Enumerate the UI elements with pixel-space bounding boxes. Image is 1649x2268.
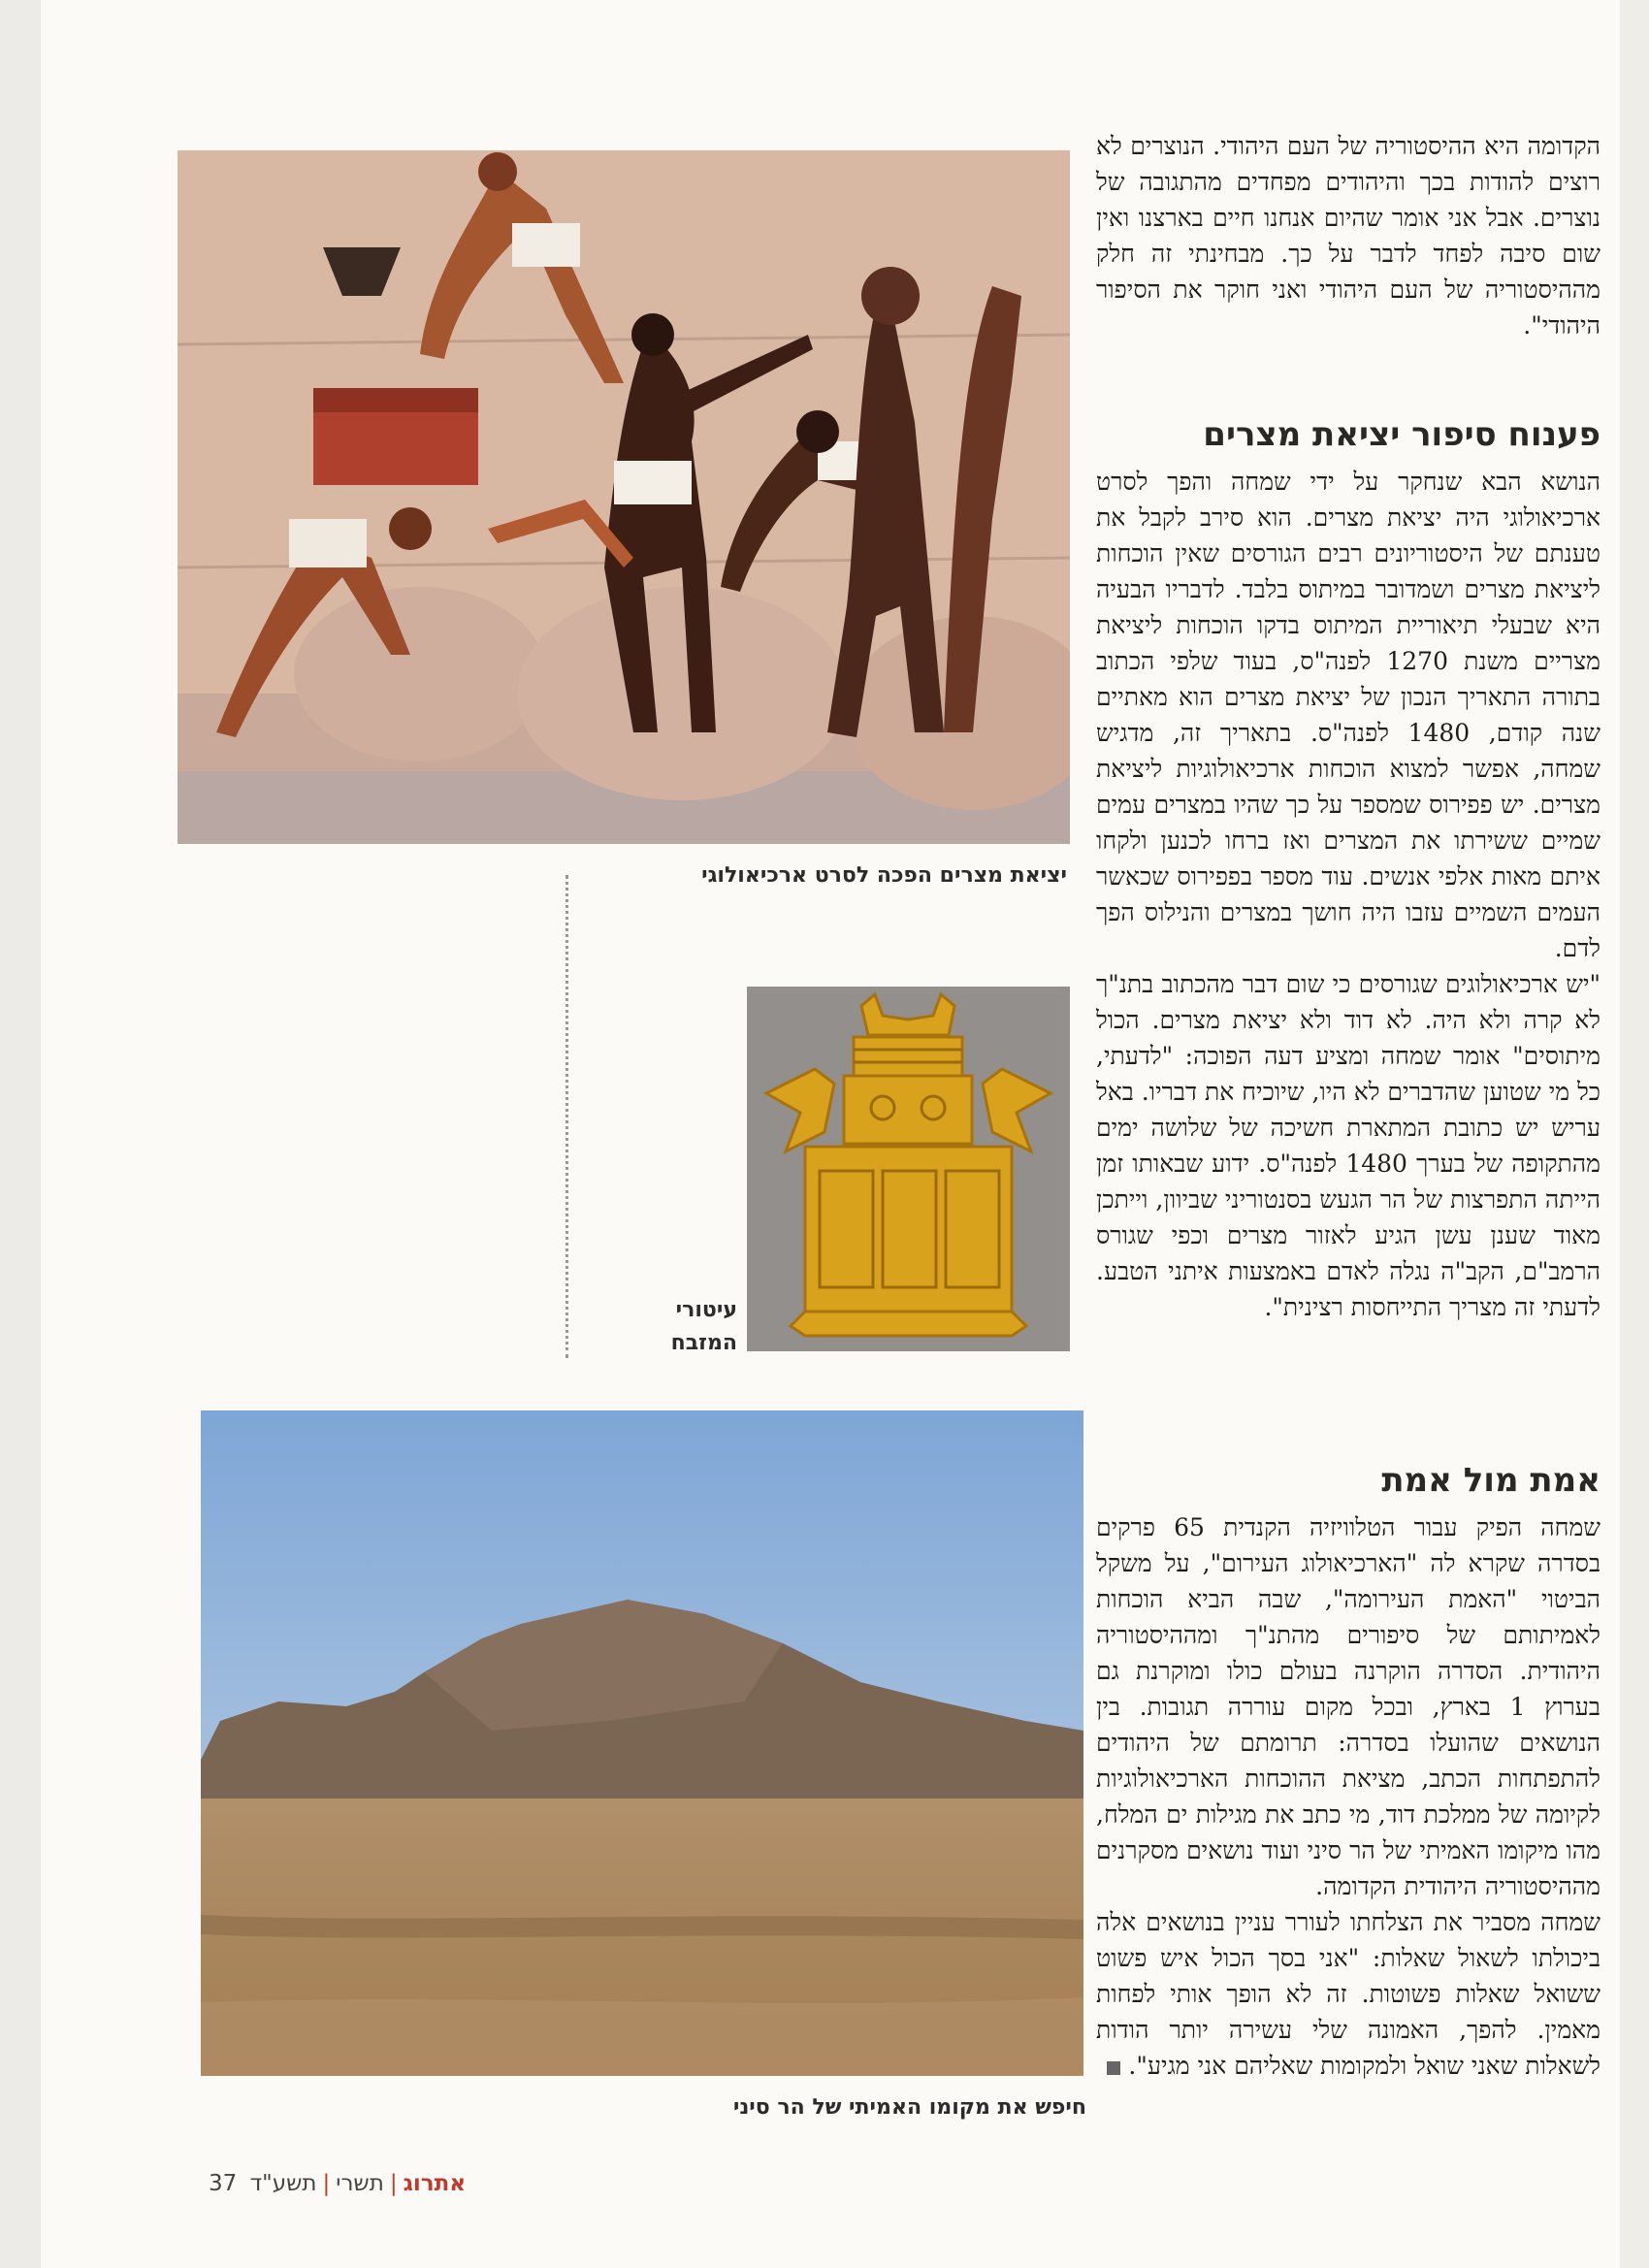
section-heading-truth: אמת מול אמת bbox=[1381, 1461, 1600, 1500]
section-truth-paragraph-2-text: שמחה מסביר את הצלחתו לעורר עניין בנושאים אלה ביכולתו לשאול שאלות: "אני בסך הכול איש פשוט ששואל שאלות פשוטות. זה לא הופך אותי לפחות מאמין. להפך, האמונה שלי עשירה יותר הודות לשאלות שאני שואל ולמקומות שאליהם אני מגיע". bbox=[1096, 1908, 1600, 2080]
end-of-article-square-icon bbox=[1107, 2061, 1120, 2075]
page-footer bbox=[209, 2171, 519, 2196]
gold-ornament-caption bbox=[592, 1294, 737, 1360]
section-exodus-body bbox=[1096, 464, 1600, 1325]
gold-caption-line-1: עיטורי bbox=[675, 1298, 737, 1322]
mural-caption: יציאת מצרים הפכה לסרט ארכיאולוגי bbox=[701, 863, 1067, 888]
section-truth-body bbox=[1096, 1509, 1600, 2084]
gold-altar-ornament-photo bbox=[747, 987, 1070, 1351]
section-truth-paragraph-1: שמחה הפיק עבור הטלוויזיה הקנדית 65 פרקים בסדרה שקרא לה "הארכיאולוג העירום", על משקל הביטוי "האמת העירומה", שבה הביא הוכחות לאמיתותם של סיפורים מהתנ"ך ומההיסטוריה היהודית. הסדרה הוקרנה בעולם כולו ומוקרנת גם בערוץ 1 בארץ, ובכל מקום עוררה תגובות. בין הנושאים שהועלו בסדרה: תרומתם של היהודים להתפתחות הכתב, מציאת ההוכחות הארכיאולוגיות לקיומה של ממלכת דוד, מי כתב את מגילות ים המלח, מהו מיקומו האמיתי של הר סיני ועוד נושאים מסקרנים מההיסטוריה היהודית הקדומה. bbox=[1096, 1513, 1600, 1900]
intro-paragraph-block bbox=[1096, 128, 1600, 343]
gold-caption-line-2: המזבח bbox=[670, 1331, 737, 1355]
footer-year: תשע"ד bbox=[249, 2171, 317, 2196]
page-number: 37 bbox=[209, 2171, 238, 2196]
section-exodus-paragraph-1: הנושא הבא שנחקר על ידי שמחה והפך לסרט ארכיאולוגי היה יציאת מצרים. הוא סירב לקבל את טענתם של היסטוריונים רבים הגורסים שאין הוכחות ליציאת מצרים ושמדובר במיתוס בלבד. לדבריו הבעיה היא שבעלי תיאוריית המיתוס בדקו הוכחות ליציאת מצריים משנת 1270 לפנה"ס, בעוד שלפי הכתוב בתורה התאריך הנכון של יציאת מצרים הוא מאתיים שנה קודם, 1480 לפנה"ס. בתאריך זה, מדגיש שמחה, אפשר למצוא הוכחות ארכיאולוגיות ליציאת מצרים. יש פפירוס שמספר על כך שהיו במצרים עמים שמיים ששירתו את המצרים ואז ברחו לכנען ולקחו איתם מאות אלפי אנשים. עוד מספר בפפירוס שכאשר העמים השמיים עזבו היה חושך במצרים והנילוס הפך לדם. bbox=[1096, 468, 1601, 962]
intro-paragraph: הקדומה היא ההיסטוריה של העם היהודי. הנוצרים לא רוצים להודות בכך והיהודים מפחדים מהתגובה של נוצרים. אבל אני אומר שהיום אנחנו חיים בארצנו ואין שום סיבה לפחד לדבר על כך. מבחינתי זה חלק מההיסטוריה של העם היהודי ואני חוקר את הסיפור היהודי". bbox=[1096, 132, 1600, 340]
section-exodus-paragraph-2: "יש ארכיאולוגים שגורסים כי שום דבר מהכתוב בתנ"ך לא קרה ולא היה. לא דוד ולא יציאת מצרים. הכול מיתוסים" אומר שמחה ומציע דעה הפוכה: "לדעתי, כל מי שטוען שהדברים לא היו, שיוכיח את דבריו. באל עריש יש כתובת המתארת חשיכה של שלושה ימים מהתקופה של בערך 1480 לפנה"ס. ידוע שבאותו זמן הייתה התפרצות של הר הגעש בסנטוריני שביוון, וייתכן מאוד שענן עשן הגיע לאזור מצרים וכפי שגורס הרמב"ם, הקב"ה נגלה לאדם באמצעות איתני הטבע. לדעתי זה מצריך התייחסות רצינית". bbox=[1096, 970, 1600, 1321]
dotted-divider bbox=[566, 875, 568, 1358]
sinai-caption: חיפש את מקומו האמיתי של הר סיני bbox=[732, 2095, 1086, 2120]
scan-edge bbox=[0, 0, 41, 2268]
section-truth-paragraph-2 bbox=[1096, 1904, 1600, 2084]
sinai-landscape-photo bbox=[201, 1410, 1083, 2076]
section-heading-exodus: פענוח סיפור יציאת מצרים bbox=[1203, 415, 1600, 454]
egyptian-mural-photo bbox=[178, 150, 1070, 844]
footer-separator: | bbox=[322, 2171, 331, 2196]
footer-separator: | bbox=[389, 2171, 398, 2196]
magazine-brand: אתרוג bbox=[403, 2171, 467, 2196]
scan-edge bbox=[1620, 0, 1649, 2268]
footer-month: תשרי bbox=[336, 2171, 384, 2196]
